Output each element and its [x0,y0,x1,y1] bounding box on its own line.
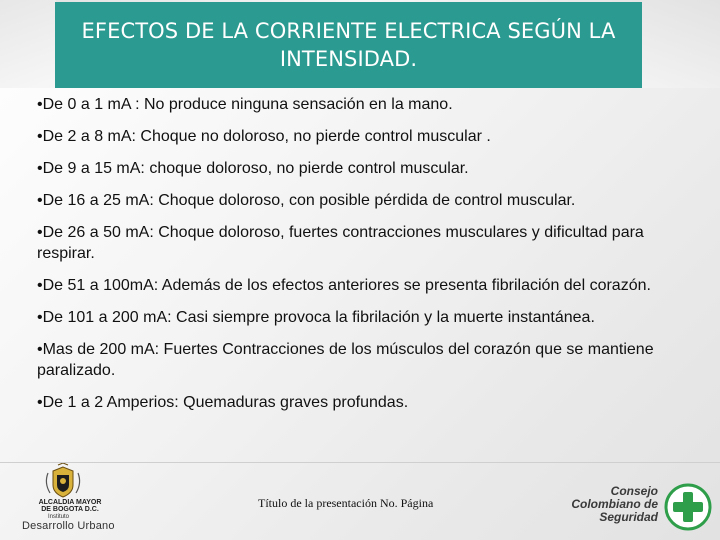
alcaldia-line-2: DE BOGOTA D.C. [41,506,99,513]
slide-title: EFECTOS DE LA CORRIENTE ELECTRICA SEGÚN LA INTENSIDAD. [81,19,616,71]
bullet-item: •De 1 a 2 Amperios: Quemaduras graves profundas. [37,394,409,411]
alcaldia-logo [8,463,118,540]
slide-footer [0,463,720,540]
bullet-item: •De 0 a 1 mA : No produce ninguna sensación en la mano. [37,96,453,113]
bullet-list [37,94,677,424]
bullet-item: •Mas de 200 mA: Fuertes Contracciones de los músculos del corazón que se mantiene paralizado. [37,341,654,379]
alcaldia-label [30,499,110,513]
corner-decoration-left [0,0,56,88]
ccs-line-2: Colombiano de [571,497,658,511]
ccs-line-3: Seguridad [599,510,658,524]
corner-decoration-right [642,0,720,88]
bullet-item: •De 101 a 200 mA: Casi siempre provoca la fibrilación y la muerte instantánea. [37,309,595,326]
bullet-item: •De 9 a 15 mA: choque doloroso, no pierde control muscular. [37,160,469,177]
bullet-item: •De 16 a 25 mA: Choque doloroso, con posible pérdida de control muscular. [37,192,576,209]
desarrollo-urbano-label: Desarrollo Urbano [22,520,115,532]
ccs-logo-text [560,485,658,524]
bullet-item: •De 26 a 50 mA: Choque doloroso, fuertes contracciones musculares y dificultad para respirar. [37,224,644,262]
alcaldia-line-1: ALCALDIA MAYOR [38,499,102,506]
bullet-item: •De 51 a 100mA: Además de los efectos anteriores se presenta fibrilación del corazón. [37,277,651,294]
ccs-line-1: Consejo [610,484,658,498]
green-cross-icon [664,483,712,531]
slide-title-box [55,2,642,88]
bullet-item: •De 2 a 8 mA: Choque no doloroso, no pierde control muscular . [37,128,491,145]
instituto-label: Instituto [48,514,70,520]
footer-caption: Título de la presentación No. Página [258,496,434,510]
bogota-coat-of-arms-icon [8,463,118,503]
